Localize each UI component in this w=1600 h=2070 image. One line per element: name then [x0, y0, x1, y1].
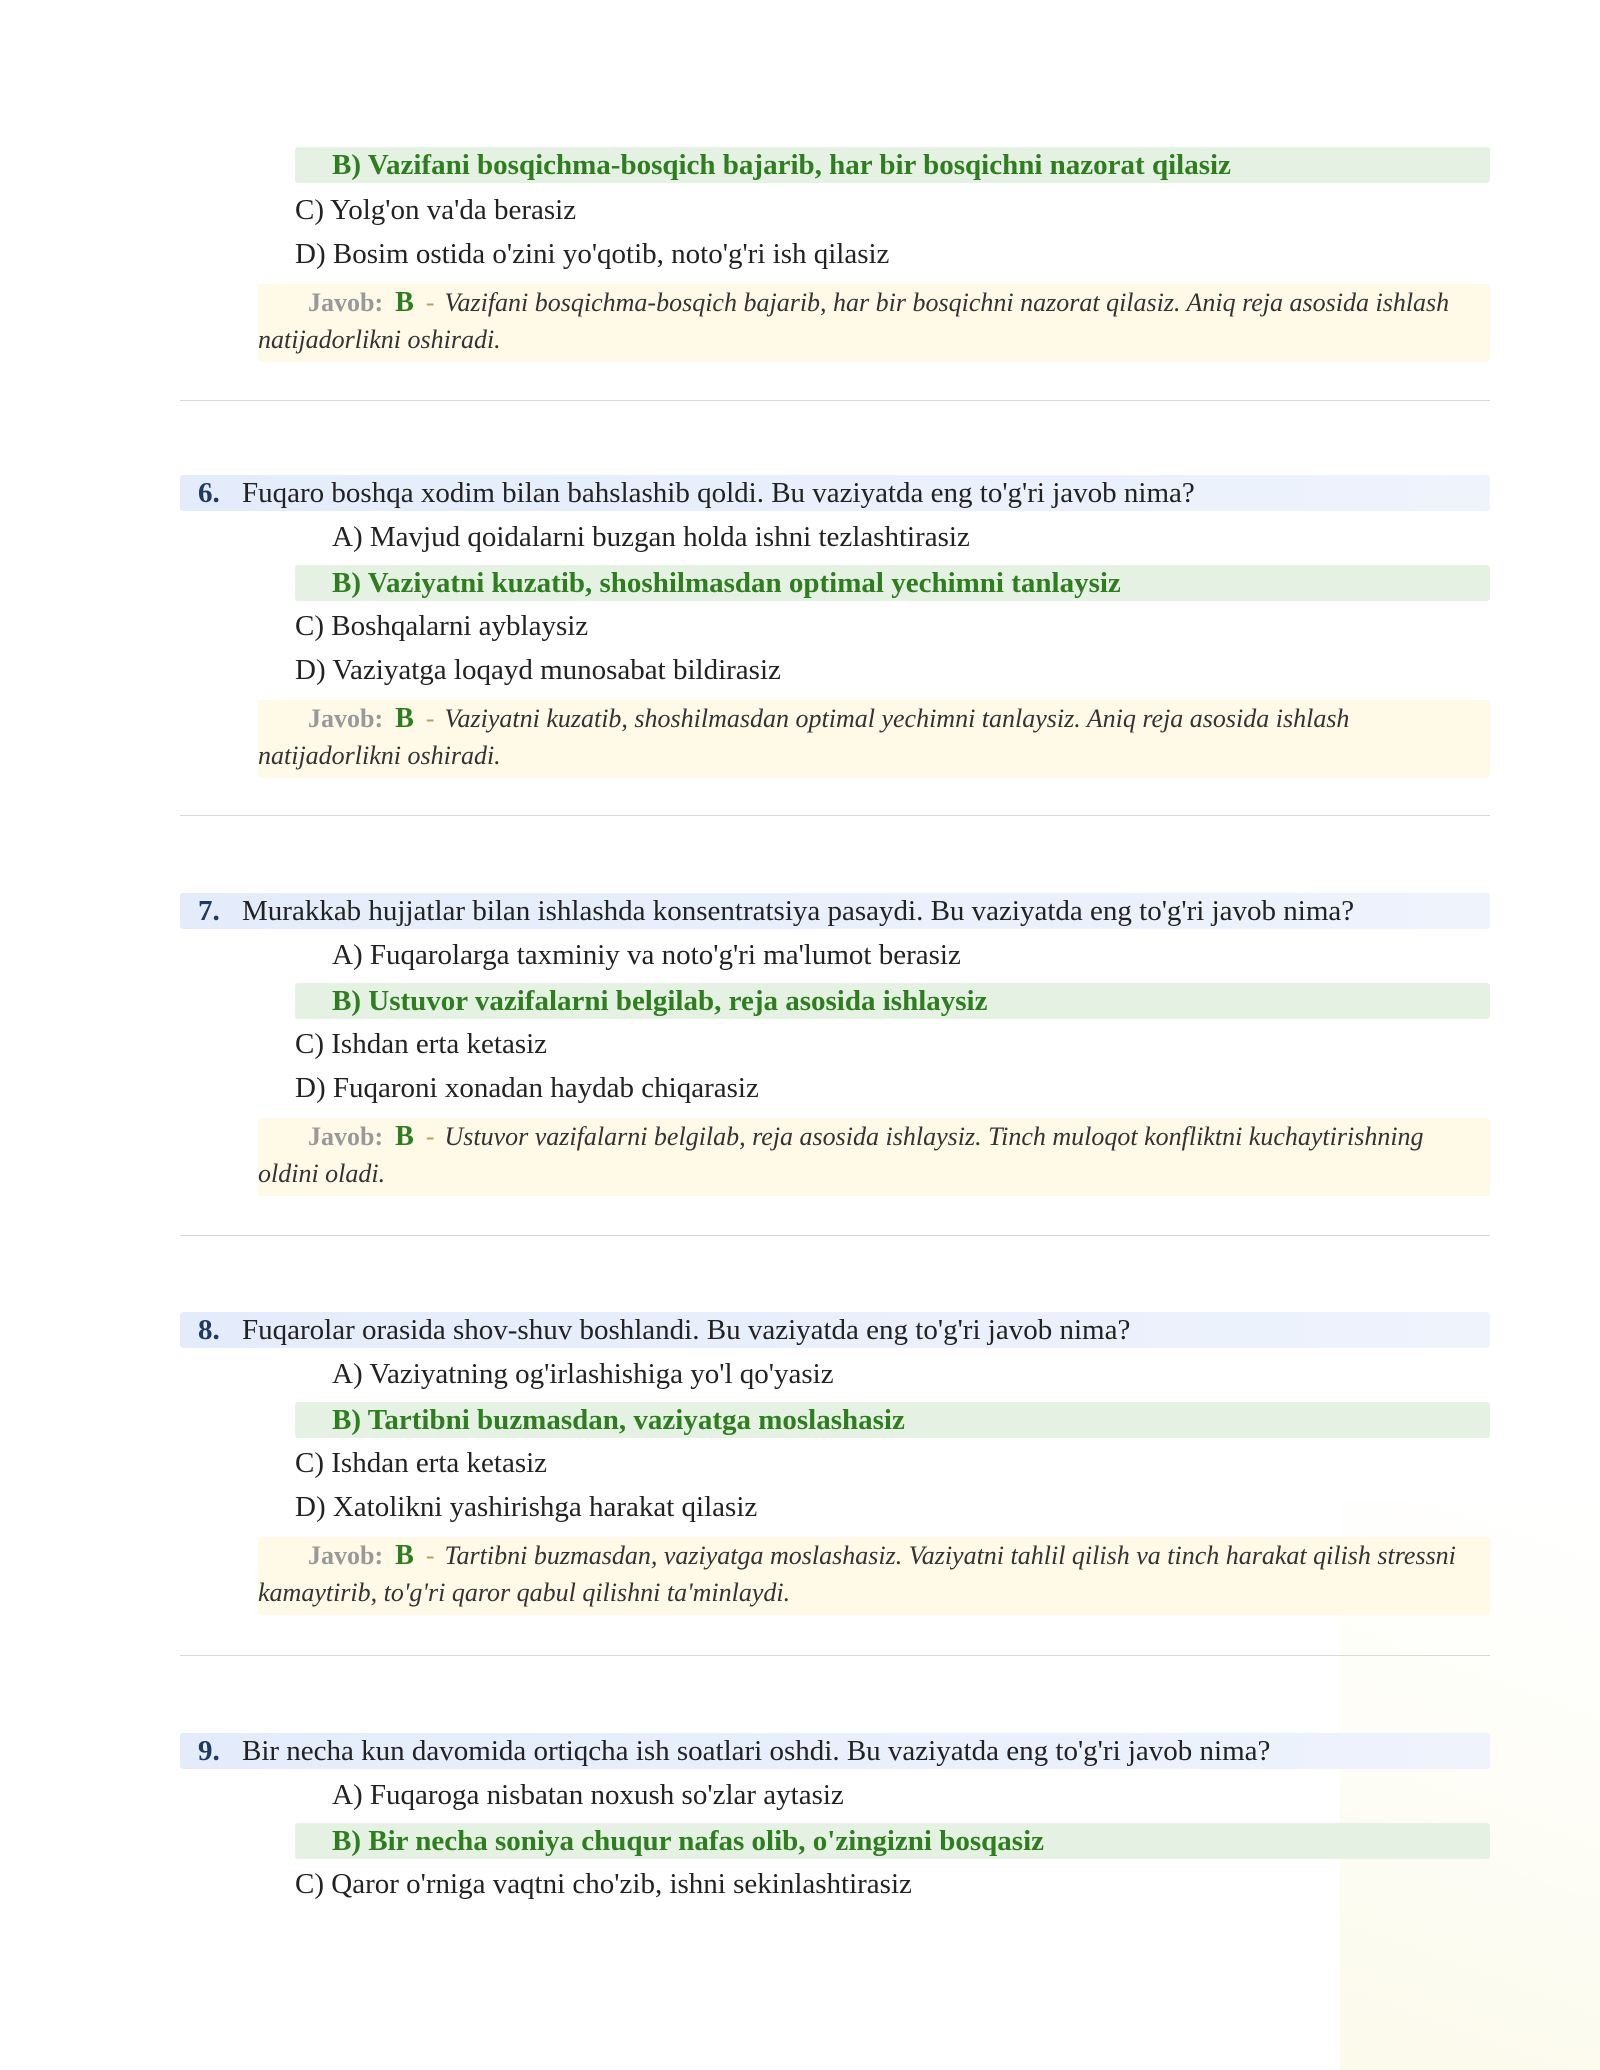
- answer-letter: B: [395, 1540, 414, 1571]
- answer-dash: -: [425, 288, 435, 317]
- answer-box: [258, 284, 1490, 362]
- answer-letter: B: [395, 703, 414, 734]
- option-d[interactable]: D) Fuqaroni xonadan haydab chiqarasiz: [295, 1072, 759, 1104]
- option-b-correct[interactable]: B) Vaziyatni kuzatib, shoshilmasdan optimal yechimni tanlaysiz: [295, 565, 1490, 601]
- option-c[interactable]: C) Ishdan erta ketasiz: [295, 1447, 548, 1479]
- answer-label: Javob:: [308, 288, 384, 317]
- separator: [180, 400, 1490, 401]
- answer-label: Javob:: [308, 1122, 384, 1151]
- option-d[interactable]: D) Vaziyatga loqayd munosabat bildirasiz: [295, 654, 781, 686]
- question-number: 7.: [198, 895, 220, 927]
- answer-box: [258, 1118, 1490, 1196]
- question-line: [180, 1312, 1490, 1348]
- answer-dash: -: [425, 1541, 435, 1570]
- question-text: Murakkab hujjatlar bilan ishlashda konsentratsiya pasaydi. Bu vaziyatda eng to'g'ri javob nima?: [242, 895, 1355, 927]
- option-b-correct[interactable]: B) Ustuvor vazifalarni belgilab, reja asosida ishlaysiz: [295, 983, 1490, 1019]
- separator: [180, 1235, 1490, 1236]
- option-a[interactable]: A) Mavjud qoidalarni buzgan holda ishni tezlashtirasiz: [332, 521, 970, 553]
- option-d[interactable]: D) Xatolikni yashirishga harakat qilasiz: [295, 1491, 758, 1523]
- separator: [180, 815, 1490, 816]
- answer-explanation: Vaziyatni kuzatib, shoshilmasdan optimal yechimni tanlaysiz. Aniq reja asosida ishlash natijadorlikni oshiradi.: [258, 704, 1350, 770]
- question-text: Fuqarolar orasida shov-shuv boshlandi. Bu vaziyatda eng to'g'ri javob nima?: [242, 1314, 1131, 1346]
- answer-dash: -: [425, 1122, 435, 1151]
- answer-explanation: Ustuvor vazifalarni belgilab, reja asosida ishlaysiz. Tinch muloqot konfliktni kuchaytirishning oldini oladi.: [258, 1122, 1424, 1188]
- answer-box: [258, 700, 1490, 778]
- question-number: 6.: [198, 477, 220, 509]
- answer-letter: B: [395, 287, 414, 318]
- question-line: [180, 893, 1490, 929]
- option-b-correct[interactable]: B) Vazifani bosqichma-bosqich bajarib, har bir bosqichni nazorat qilasiz: [295, 147, 1490, 183]
- option-a[interactable]: A) Fuqaroga nisbatan noxush so'zlar aytasiz: [332, 1779, 844, 1811]
- answer-explanation: Tartibni buzmasdan, vaziyatga moslashasiz. Vaziyatni tahlil qilish va tinch harakat qilish stressni kamaytirib, to'g'ri qaror qabul qilishni ta'minlaydi.: [258, 1541, 1456, 1607]
- separator: [180, 1655, 1490, 1656]
- question-line: [180, 475, 1490, 511]
- option-c[interactable]: C) Yolg'on va'da berasiz: [295, 194, 577, 226]
- option-a[interactable]: A) Vaziyatning og'irlashishiga yo'l qo'yasiz: [332, 1358, 834, 1390]
- answer-label: Javob:: [308, 1541, 384, 1570]
- option-b-correct[interactable]: B) Tartibni buzmasdan, vaziyatga moslashasiz: [295, 1402, 1490, 1438]
- answer-dash: -: [425, 704, 435, 733]
- question-text: Bir necha kun davomida ortiqcha ish soatlari oshdi. Bu vaziyatda eng to'g'ri javob nima?: [242, 1735, 1271, 1767]
- option-c[interactable]: C) Ishdan erta ketasiz: [295, 1028, 548, 1060]
- option-c[interactable]: C) Qaror o'rniga vaqtni cho'zib, ishni sekinlashtirasiz: [295, 1868, 912, 1900]
- answer-letter: B: [395, 1121, 414, 1152]
- option-a[interactable]: A) Fuqarolarga taxminiy va noto'g'ri ma'lumot berasiz: [332, 939, 961, 971]
- question-line: [180, 1733, 1490, 1769]
- answer-box: [258, 1537, 1490, 1615]
- answer-label: Javob:: [308, 704, 384, 733]
- answer-explanation: Vazifani bosqichma-bosqich bajarib, har bir bosqichni nazorat qilasiz. Aniq reja asosida ishlash natijadorlikni oshiradi.: [258, 288, 1450, 354]
- option-c[interactable]: C) Boshqalarni ayblaysiz: [295, 610, 589, 642]
- question-text: Fuqaro boshqa xodim bilan bahslashib qoldi. Bu vaziyatda eng to'g'ri javob nima?: [242, 477, 1195, 509]
- question-number: 9.: [198, 1735, 220, 1767]
- option-d[interactable]: D) Bosim ostida o'zini yo'qotib, noto'g'ri ish qilasiz: [295, 238, 890, 270]
- option-b-correct[interactable]: B) Bir necha soniya chuqur nafas olib, o'zingizni bosqasiz: [295, 1823, 1490, 1859]
- question-number: 8.: [198, 1314, 220, 1346]
